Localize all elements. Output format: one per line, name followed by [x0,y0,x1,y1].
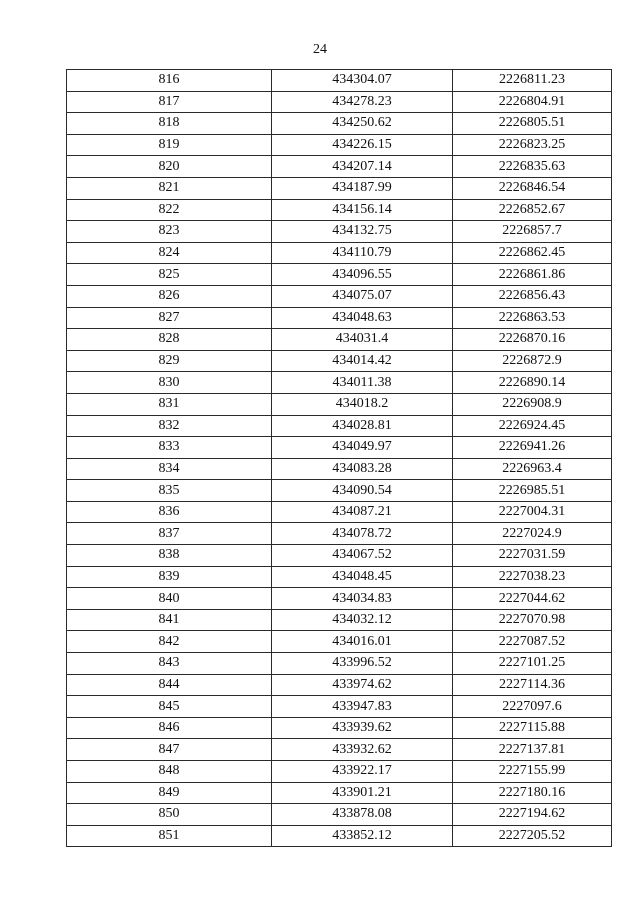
point-number-cell: 845 [67,696,272,718]
x-coordinate-cell: 434048.63 [272,307,453,329]
y-coordinate-cell: 2226870.16 [453,329,612,351]
x-coordinate-cell: 434087.21 [272,501,453,523]
x-coordinate-cell: 433901.21 [272,782,453,804]
point-number-cell: 818 [67,113,272,135]
point-number-cell: 825 [67,264,272,286]
y-coordinate-cell: 2226846.54 [453,177,612,199]
y-coordinate-cell: 2227070.98 [453,609,612,631]
point-number-cell: 832 [67,415,272,437]
table-row [67,739,612,761]
point-number-cell: 850 [67,804,272,826]
table-row [67,134,612,156]
table-row [67,761,612,783]
point-number-cell: 820 [67,156,272,178]
point-number-cell: 849 [67,782,272,804]
x-coordinate-cell: 434067.52 [272,545,453,567]
table-row [67,242,612,264]
table-row [67,91,612,113]
table-row [67,566,612,588]
x-coordinate-cell: 433947.83 [272,696,453,718]
x-coordinate-cell: 433852.12 [272,825,453,847]
table-row [67,588,612,610]
point-number-cell: 828 [67,329,272,351]
x-coordinate-cell: 434018.2 [272,393,453,415]
point-number-cell: 819 [67,134,272,156]
y-coordinate-cell: 2226823.25 [453,134,612,156]
table-row [67,437,612,459]
table-row [67,372,612,394]
x-coordinate-cell: 433932.62 [272,739,453,761]
point-number-cell: 827 [67,307,272,329]
table-row [67,804,612,826]
y-coordinate-cell: 2226811.23 [453,70,612,92]
y-coordinate-cell: 2227101.25 [453,653,612,675]
y-coordinate-cell: 2227087.52 [453,631,612,653]
table-row [67,113,612,135]
table-row [67,631,612,653]
point-number-cell: 817 [67,91,272,113]
y-coordinate-cell: 2227180.16 [453,782,612,804]
table-row [67,221,612,243]
y-coordinate-cell: 2226861.86 [453,264,612,286]
point-number-cell: 821 [67,177,272,199]
y-coordinate-cell: 2226862.45 [453,242,612,264]
x-coordinate-cell: 434014.42 [272,350,453,372]
point-number-cell: 848 [67,761,272,783]
y-coordinate-cell: 2226804.91 [453,91,612,113]
y-coordinate-cell: 2227004.31 [453,501,612,523]
y-coordinate-cell: 2227097.6 [453,696,612,718]
y-coordinate-cell: 2226985.51 [453,480,612,502]
point-number-cell: 833 [67,437,272,459]
table-row [67,480,612,502]
x-coordinate-cell: 434049.97 [272,437,453,459]
point-number-cell: 826 [67,285,272,307]
y-coordinate-cell: 2226805.51 [453,113,612,135]
x-coordinate-cell: 433922.17 [272,761,453,783]
y-coordinate-cell: 2227024.9 [453,523,612,545]
table-row [67,653,612,675]
table-row [67,307,612,329]
x-coordinate-cell: 433996.52 [272,653,453,675]
point-number-cell: 816 [67,70,272,92]
point-number-cell: 824 [67,242,272,264]
y-coordinate-cell: 2227115.88 [453,717,612,739]
y-coordinate-cell: 2226872.9 [453,350,612,372]
point-number-cell: 842 [67,631,272,653]
point-number-cell: 844 [67,674,272,696]
point-number-cell: 823 [67,221,272,243]
x-coordinate-cell: 434304.07 [272,70,453,92]
x-coordinate-cell: 434090.54 [272,480,453,502]
table-row [67,782,612,804]
x-coordinate-cell: 434034.83 [272,588,453,610]
point-number-cell: 837 [67,523,272,545]
x-coordinate-cell: 434083.28 [272,458,453,480]
point-number-cell: 839 [67,566,272,588]
y-coordinate-cell: 2226963.4 [453,458,612,480]
table-row [67,285,612,307]
y-coordinate-cell: 2227137.81 [453,739,612,761]
y-coordinate-cell: 2226852.67 [453,199,612,221]
x-coordinate-cell: 434156.14 [272,199,453,221]
table-row [67,350,612,372]
point-number-cell: 843 [67,653,272,675]
y-coordinate-cell: 2226924.45 [453,415,612,437]
point-number-cell: 841 [67,609,272,631]
x-coordinate-cell: 434187.99 [272,177,453,199]
point-number-cell: 840 [67,588,272,610]
table-row [67,199,612,221]
point-number-cell: 835 [67,480,272,502]
x-coordinate-cell: 434075.07 [272,285,453,307]
coordinate-table [66,69,612,847]
table-row [67,329,612,351]
table-row [67,609,612,631]
y-coordinate-cell: 2226856.43 [453,285,612,307]
point-number-cell: 829 [67,350,272,372]
x-coordinate-cell: 433939.62 [272,717,453,739]
y-coordinate-cell: 2226835.63 [453,156,612,178]
point-number-cell: 851 [67,825,272,847]
x-coordinate-cell: 434278.23 [272,91,453,113]
table-row [67,177,612,199]
x-coordinate-cell: 434078.72 [272,523,453,545]
y-coordinate-cell: 2226908.9 [453,393,612,415]
y-coordinate-cell: 2227114.36 [453,674,612,696]
table-row [67,523,612,545]
x-coordinate-cell: 434028.81 [272,415,453,437]
point-number-cell: 834 [67,458,272,480]
y-coordinate-cell: 2226890.14 [453,372,612,394]
x-coordinate-cell: 434096.55 [272,264,453,286]
table-row [67,825,612,847]
point-number-cell: 831 [67,393,272,415]
table-row [67,156,612,178]
y-coordinate-cell: 2227155.99 [453,761,612,783]
point-number-cell: 846 [67,717,272,739]
x-coordinate-cell: 434048.45 [272,566,453,588]
table-row [67,264,612,286]
table-row [67,717,612,739]
table-row [67,458,612,480]
y-coordinate-cell: 2226857.7 [453,221,612,243]
x-coordinate-cell: 434011.38 [272,372,453,394]
y-coordinate-cell: 2227194.62 [453,804,612,826]
x-coordinate-cell: 434226.15 [272,134,453,156]
x-coordinate-cell: 434110.79 [272,242,453,264]
x-coordinate-cell: 434132.75 [272,221,453,243]
x-coordinate-cell: 434016.01 [272,631,453,653]
page-number: 24 [313,42,327,57]
y-coordinate-cell: 2227038.23 [453,566,612,588]
point-number-cell: 822 [67,199,272,221]
point-number-cell: 836 [67,501,272,523]
point-number-cell: 838 [67,545,272,567]
table-row [67,415,612,437]
table-row [67,393,612,415]
x-coordinate-cell: 434031.4 [272,329,453,351]
x-coordinate-cell: 434207.14 [272,156,453,178]
table-row [67,674,612,696]
y-coordinate-cell: 2226863.53 [453,307,612,329]
coordinate-table-body [67,70,612,847]
x-coordinate-cell: 433878.08 [272,804,453,826]
point-number-cell: 830 [67,372,272,394]
table-row [67,545,612,567]
x-coordinate-cell: 434032.12 [272,609,453,631]
table-row [67,501,612,523]
y-coordinate-cell: 2226941.26 [453,437,612,459]
x-coordinate-cell: 433974.62 [272,674,453,696]
point-number-cell: 847 [67,739,272,761]
y-coordinate-cell: 2227031.59 [453,545,612,567]
y-coordinate-cell: 2227205.52 [453,825,612,847]
x-coordinate-cell: 434250.62 [272,113,453,135]
y-coordinate-cell: 2227044.62 [453,588,612,610]
table-row [67,70,612,92]
table-row [67,696,612,718]
